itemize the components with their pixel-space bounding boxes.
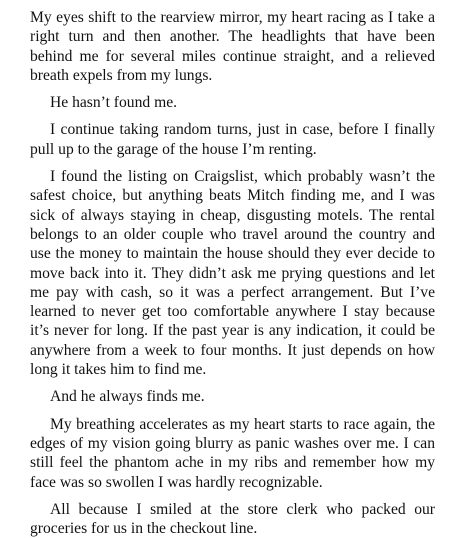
paragraph: All because I smiled at the store clerk who packed our groceries for us in the checkout line.	[30, 500, 435, 538]
paragraph: My eyes shift to the rearview mirror, my heart racing as I take a right turn and then another. The headlights that have been behind me for several miles continue straight, and a relieved breath expels from my lungs.	[30, 9, 435, 84]
paragraph: And he always finds me.	[50, 388, 205, 406]
paragraph: He hasn’t found me.	[50, 94, 178, 112]
paragraph: I continue taking random turns, just in case, before I finally pull up to the garage of the house I’m renting.	[30, 121, 435, 158]
paragraph: My breathing accelerates as my heart starts to race again, the edges of my vision going blurry as panic washes over me. I can still feel the phantom ache in my ribs and remember how my face was so swollen I was hardly recognizable.	[30, 415, 435, 491]
paragraph: I found the listing on Craigslist, which probably wasn’t the safest choice, but anything beats Mitch finding me, and I was sick of always staying in cheap, disgusting motels. The rental belongs to an older couple who travel around the country and use the money to maintain the house should they ever decide to move back into it. They didn’t ask me prying questions and let me pay with cash, so it was a perfect arrangement. But I’ve learned to never get too comfortable anywhere I stay because it’s never for long. If the past year is any indication, it could be anywhere from a week to four months. It just depends on how long it takes him to find me.	[30, 168, 435, 379]
